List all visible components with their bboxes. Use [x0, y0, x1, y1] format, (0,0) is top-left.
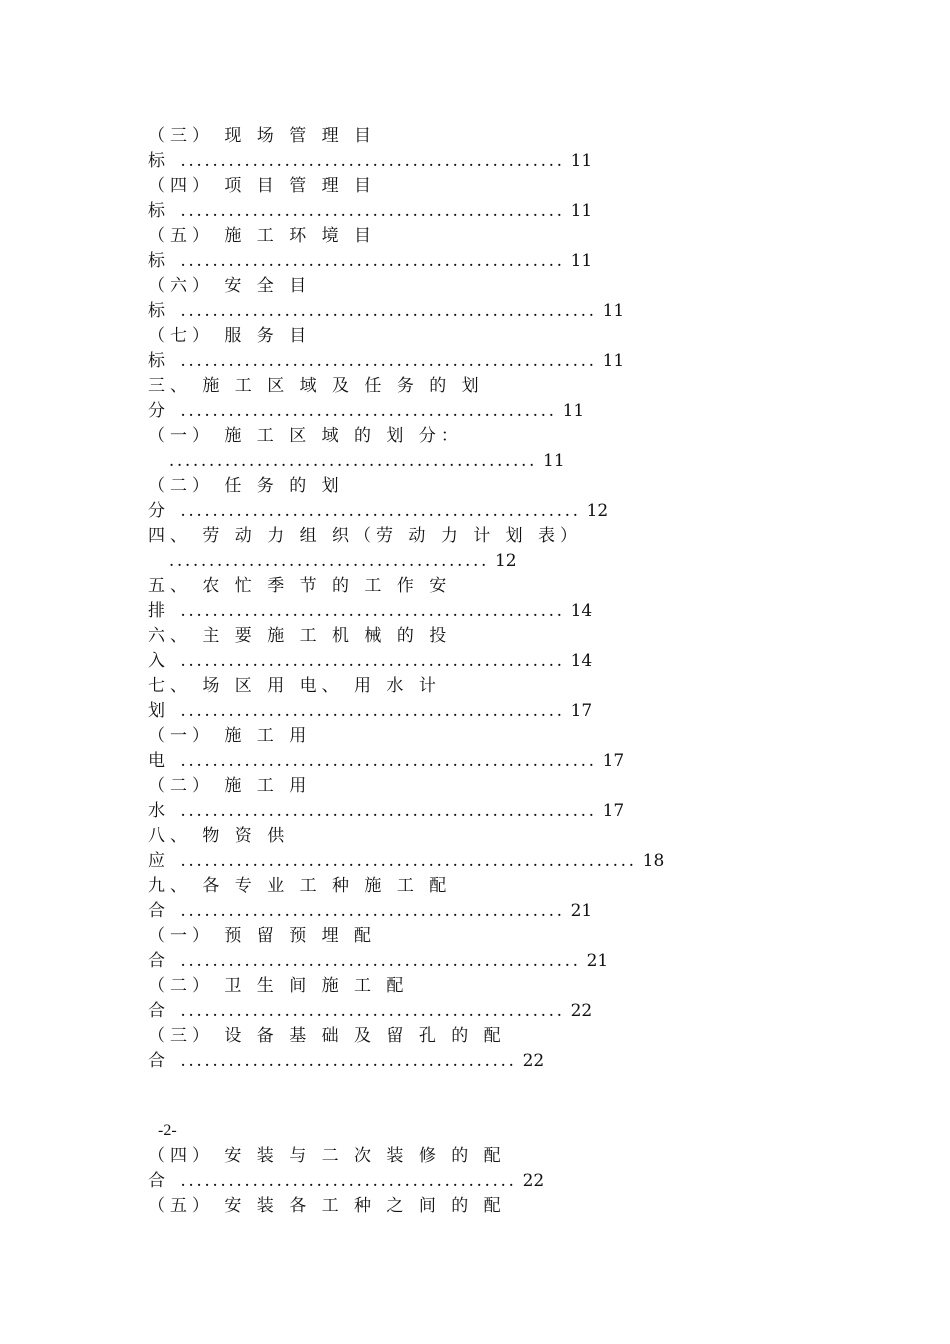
toc-entry-lead: 水: [148, 801, 170, 821]
toc-entry-dots: ................................................: [180, 201, 565, 221]
toc-entry-page: 17: [602, 801, 625, 821]
toc-entry-dots: ..............................................: [168, 451, 537, 471]
toc-entry-lead: 排: [148, 601, 170, 621]
toc-entry-page: 22: [522, 1171, 545, 1191]
toc-entry-page: 11: [602, 301, 625, 321]
toc-entry-lead: 合: [148, 1001, 170, 1021]
table-of-contents: [148, 124, 868, 1074]
toc-entry[interactable]: [148, 324, 868, 374]
toc-entry-lead: 合: [148, 901, 170, 921]
toc-entry[interactable]: [148, 624, 868, 674]
toc-entry[interactable]: [148, 1194, 868, 1219]
toc-entry[interactable]: [148, 574, 868, 624]
toc-entry-page: 14: [570, 651, 593, 671]
toc-entry-dots: ....................................................: [180, 351, 597, 371]
toc-entry-lead: 入: [148, 651, 170, 671]
toc-entry[interactable]: [148, 1024, 868, 1074]
toc-entry-dots: ....................................................: [180, 801, 597, 821]
toc-entry-page: 11: [570, 251, 593, 271]
toc-entry-page: 11: [543, 451, 565, 471]
table-of-contents-continued: [148, 1144, 868, 1219]
toc-entry-lead: 应: [148, 851, 170, 871]
toc-entry-title: 九、 各 专 业 工 种 施 工 配: [148, 876, 452, 896]
toc-entry-lead: 分: [148, 401, 170, 421]
toc-entry-dots: ..................................................: [180, 951, 581, 971]
toc-entry-dots: ................................................: [180, 701, 565, 721]
toc-entry[interactable]: [148, 174, 868, 224]
toc-entry-lead: 合: [148, 1051, 170, 1071]
toc-entry-dots: ...............................................: [180, 401, 557, 421]
toc-entry-title: （六） 安 全 目: [148, 276, 312, 296]
toc-entry-lead: [148, 551, 158, 571]
toc-entry-title: 八、 物 资 供: [148, 826, 290, 846]
toc-entry-page: 17: [602, 751, 625, 771]
toc-entry-lead: 标: [148, 251, 170, 271]
toc-entry[interactable]: [148, 974, 868, 1024]
toc-entry-page: 11: [562, 401, 585, 421]
toc-entry-lead: 合: [148, 1171, 170, 1191]
toc-entry-page: 22: [570, 1001, 593, 1021]
toc-entry[interactable]: [148, 524, 868, 574]
toc-entry-dots: ........................................: [168, 551, 489, 571]
toc-entry-lead: [148, 451, 158, 471]
toc-entry-dots: ................................................: [180, 651, 565, 671]
toc-entry-page: 21: [586, 951, 609, 971]
toc-entry-dots: ................................................: [180, 601, 565, 621]
toc-entry-dots: ..........................................: [180, 1051, 517, 1071]
toc-entry-title: （七） 服 务 目: [148, 326, 312, 346]
toc-entry-lead: 分: [148, 501, 170, 521]
toc-entry-title: （二） 卫 生 间 施 工 配: [148, 976, 409, 996]
toc-entry-title: 七、 场 区 用 电、 用 水 计: [148, 676, 441, 696]
toc-entry-title: 四、 劳 动 力 组 织（劳 动 力 计 划 表）: [148, 526, 583, 546]
toc-entry-title: （三） 设 备 基 础 及 留 孔 的 配: [148, 1026, 506, 1046]
toc-entry[interactable]: [148, 274, 868, 324]
toc-entry[interactable]: [148, 424, 868, 474]
toc-entry[interactable]: [148, 374, 868, 424]
toc-entry[interactable]: [148, 124, 868, 174]
toc-entry[interactable]: [148, 674, 868, 724]
toc-entry[interactable]: [148, 824, 868, 874]
toc-entry-page: 12: [494, 551, 517, 571]
toc-entry-title: （四） 项 目 管 理 目: [148, 176, 377, 196]
toc-entry-dots: ..................................................: [180, 501, 581, 521]
toc-entry[interactable]: [148, 224, 868, 274]
toc-entry-title: （五） 施 工 环 境 目: [148, 226, 377, 246]
toc-entry-dots: .........................................................: [180, 851, 637, 871]
toc-entry-dots: ................................................: [180, 251, 565, 271]
toc-entry-title: （三） 现 场 管 理 目: [148, 126, 377, 146]
toc-entry[interactable]: [148, 724, 868, 774]
toc-entry[interactable]: [148, 774, 868, 824]
toc-entry-lead: 电: [148, 751, 170, 771]
toc-entry-dots: ................................................: [180, 1001, 565, 1021]
toc-entry-lead: 划: [148, 701, 170, 721]
toc-entry[interactable]: [148, 474, 868, 524]
toc-entry[interactable]: [148, 1144, 868, 1194]
toc-entry-lead: 标: [148, 201, 170, 221]
toc-entry-lead: 标: [148, 151, 170, 171]
toc-entry-title: （一） 预 留 预 埋 配: [148, 926, 377, 946]
toc-entry-page: 18: [642, 851, 665, 871]
toc-entry-page: 11: [602, 351, 625, 371]
toc-entry-dots: ................................................: [180, 151, 565, 171]
toc-entry-title: 五、 农 忙 季 节 的 工 作 安: [148, 576, 452, 596]
toc-entry-page: 17: [570, 701, 593, 721]
toc-entry-title: （一） 施 工 区 域 的 划 分：: [148, 426, 463, 446]
toc-entry-dots: ..........................................: [180, 1171, 517, 1191]
toc-entry-title: （五） 安 装 各 工 种 之 间 的 配: [148, 1196, 506, 1216]
toc-entry-page: 11: [570, 151, 593, 171]
toc-entry-title: 三、 施 工 区 域 及 任 务 的 划: [148, 376, 484, 396]
toc-entry-page: 11: [570, 201, 593, 221]
toc-entry-lead: 合: [148, 951, 170, 971]
toc-entry[interactable]: [148, 874, 868, 924]
page-number-footer: -2-: [158, 1122, 177, 1139]
toc-entry-page: 12: [586, 501, 609, 521]
toc-entry-lead: 标: [148, 351, 170, 371]
toc-entry-title: （二） 施 工 用: [148, 776, 312, 796]
toc-entry-page: 14: [570, 601, 593, 621]
toc-entry-dots: ....................................................: [180, 301, 597, 321]
toc-entry-page: 22: [522, 1051, 545, 1071]
toc-entry[interactable]: [148, 924, 868, 974]
toc-entry-dots: ....................................................: [180, 751, 597, 771]
toc-entry-title: 六、 主 要 施 工 机 械 的 投: [148, 626, 452, 646]
toc-entry-dots: ................................................: [180, 901, 565, 921]
toc-entry-title: （一） 施 工 用: [148, 726, 312, 746]
toc-entry-title: （四） 安 装 与 二 次 装 修 的 配: [148, 1146, 506, 1166]
toc-entry-title: （二） 任 务 的 划: [148, 476, 344, 496]
toc-entry-page: 21: [570, 901, 593, 921]
toc-entry-lead: 标: [148, 301, 170, 321]
